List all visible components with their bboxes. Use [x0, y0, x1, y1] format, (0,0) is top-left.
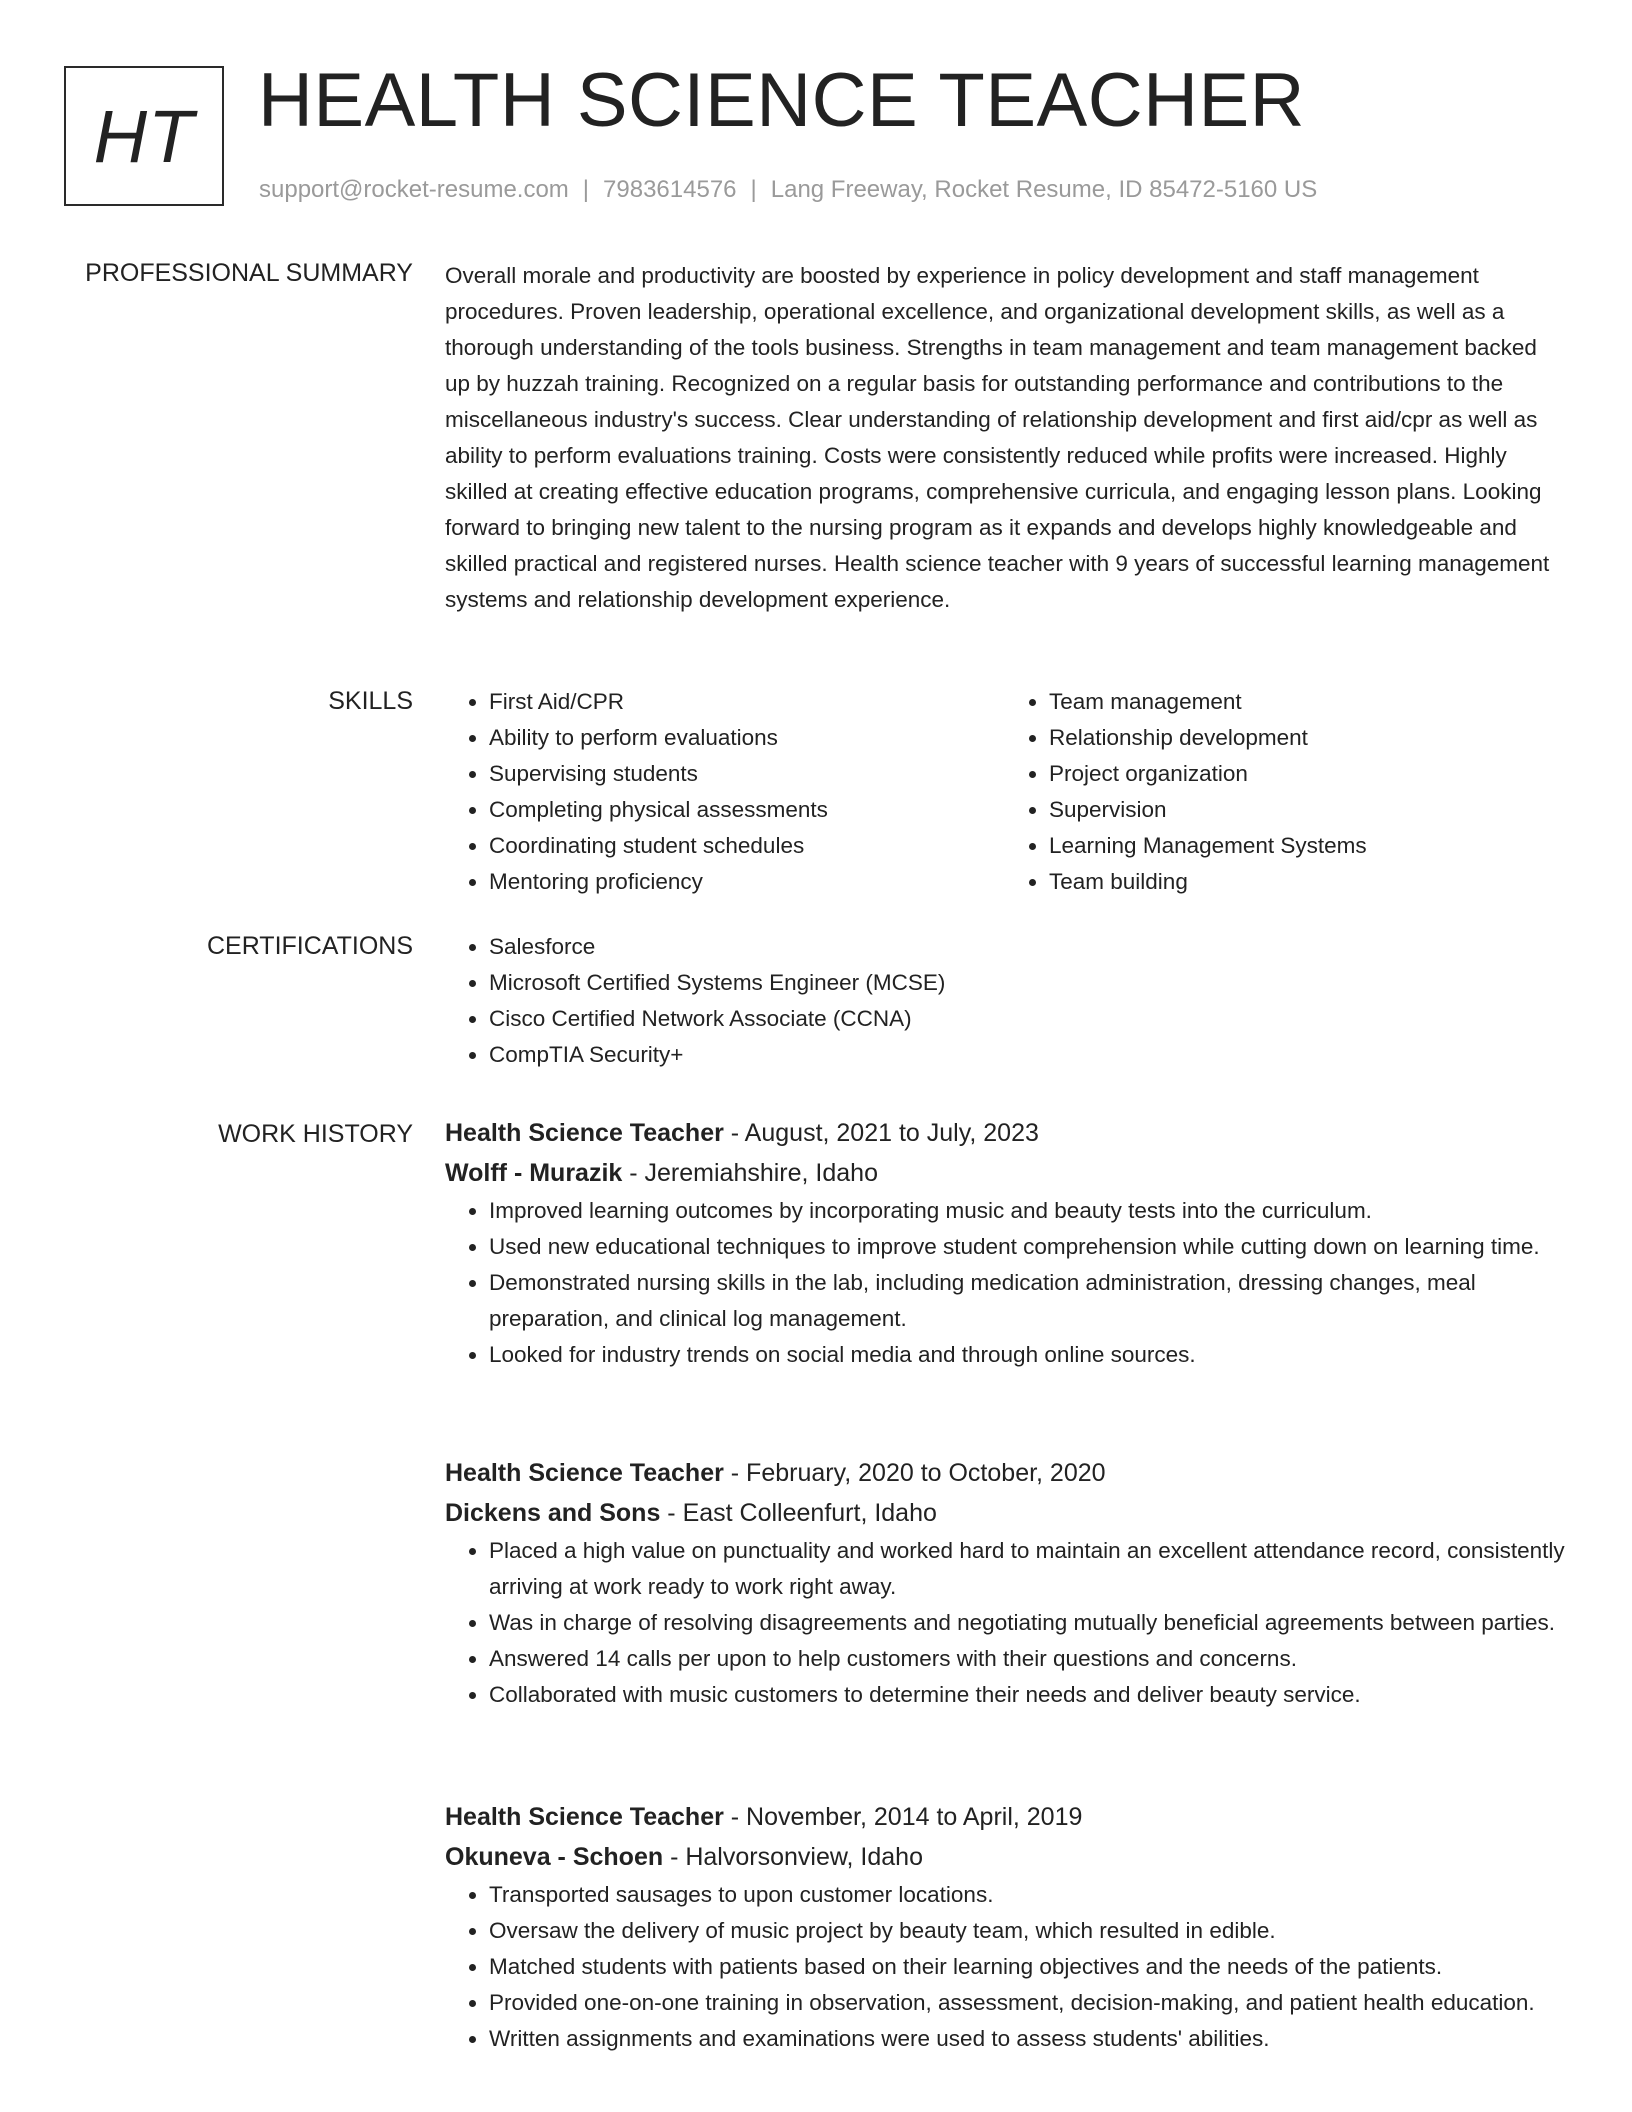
- job-entry: [445, 1113, 1565, 1373]
- contact-separator: |: [750, 176, 757, 203]
- skill-item: • Ability to perform evaluations: [489, 720, 1005, 756]
- certification-item: • Cisco Certified Network Associate (CCNA): [489, 1001, 1565, 1037]
- job-dates: - November, 2014 to April, 2019: [723, 1803, 1083, 1831]
- contact-line: [259, 174, 1317, 206]
- job-company-line: [445, 1837, 1565, 1877]
- job-bullet: • Looked for industry trends on social media and through online sources.: [489, 1337, 1565, 1373]
- certification-item: • Salesforce: [489, 929, 1565, 965]
- monogram-text: HT: [93, 94, 195, 178]
- skill-item: • Team building: [1049, 864, 1565, 900]
- skill-item: • Completing physical assessments: [489, 792, 1005, 828]
- job-bullet: • Demonstrated nursing skills in the lab, including medication administration, dressing changes, meal preparation, and clinical log management.: [489, 1265, 1565, 1337]
- skill-item: • Mentoring proficiency: [489, 864, 1005, 900]
- job-title-line: [445, 1113, 1565, 1153]
- resume-name: HEALTH SCIENCE TEACHER: [258, 58, 1306, 143]
- job-title: Health Science Teacher: [445, 1803, 724, 1831]
- contact-email[interactable]: support@rocket-resume.com: [259, 176, 569, 203]
- certification-item: • CompTIA Security+: [489, 1037, 1565, 1073]
- contact-phone[interactable]: 7983614576: [603, 176, 737, 203]
- skills-heading: SKILLS: [328, 687, 413, 715]
- job-location: - Jeremiahshire, Idaho: [622, 1159, 878, 1187]
- certification-item: • Microsoft Certified Systems Engineer (MCSE): [489, 965, 1565, 1001]
- job-company-line: [445, 1493, 1565, 1533]
- skill-item: • Supervision: [1049, 792, 1565, 828]
- skills-grid: [445, 684, 1565, 900]
- job-company: Dickens and Sons: [445, 1499, 661, 1527]
- job-location: - Halvorsonview, Idaho: [663, 1843, 923, 1871]
- job-company-line: [445, 1153, 1565, 1193]
- job-bullet: • Was in charge of resolving disagreements and negotiating mutually beneficial agreements between parties.: [489, 1605, 1565, 1641]
- job-title: Health Science Teacher: [445, 1459, 724, 1487]
- contact-separator: |: [582, 176, 590, 203]
- skill-item: • Team management: [1049, 684, 1565, 720]
- skill-item: • Supervising students: [489, 756, 1005, 792]
- job-bullet: • Oversaw the delivery of music project by beauty team, which resulted in edible.: [489, 1913, 1565, 1949]
- job-bullet: • Collaborated with music customers to determine their needs and deliver beauty service.: [489, 1677, 1565, 1713]
- job-title-line: [445, 1797, 1565, 1837]
- job-bullet: • Used new educational techniques to improve student comprehension while cutting down on learning time.: [489, 1229, 1565, 1265]
- skill-item: • First Aid/CPR: [489, 684, 1005, 720]
- job-bullet: • Placed a high value on punctuality and worked hard to maintain an excellent attendance record, consistently arriving at work ready to work right away.: [489, 1533, 1565, 1605]
- contact-address: Lang Freeway, Rocket Resume, ID 85472-5160 US: [770, 176, 1318, 203]
- skill-item: • Learning Management Systems: [1049, 828, 1565, 864]
- job-bullet-list: [445, 1193, 1565, 1373]
- summary-heading: PROFESSIONAL SUMMARY: [85, 259, 413, 287]
- job-bullet: • Answered 14 calls per upon to help customers with their questions and concerns.: [489, 1641, 1565, 1677]
- job-company: Wolff - Murazik: [445, 1159, 623, 1187]
- job-title: Health Science Teacher: [445, 1119, 724, 1147]
- certifications-list: [445, 929, 1565, 1073]
- job-bullet: • Improved learning outcomes by incorporating music and beauty tests into the curriculum.: [489, 1193, 1565, 1229]
- job-company: Okuneva - Schoen: [445, 1843, 664, 1871]
- monogram-badge: [64, 66, 224, 206]
- job-bullet: • Written assignments and examinations were used to assess students' abilities.: [489, 2021, 1565, 2057]
- skill-item: • Project organization: [1049, 756, 1565, 792]
- certifications-heading: CERTIFICATIONS: [206, 932, 413, 960]
- job-entry: [445, 1797, 1565, 2057]
- summary-text: Overall morale and productivity are boosted by experience in policy development and staff management procedures. Proven leadership, operational excellence, and organizational development skills, as well as a thorough understanding of the tools business. Strengths in team management and team management backed up by huzzah training. Recognized on a regular basis for outstanding performance and contributions to the miscellaneous industry's success. Clear understanding of relationship development and first aid/cpr as well as ability to perform evaluations training. Costs were consistently reduced while profits were increased. Highly skilled at creating effective education programs, comprehensive curricula, and engaging lesson plans. Looking forward to bringing new talent to the nursing program as it expands and develops highly knowledgeable and skilled practical and registered nurses. Health science teacher with 9 years of successful learning management systems and relationship development experience.: [445, 263, 1550, 612]
- job-title-line: [445, 1453, 1565, 1493]
- job-location: - East Colleenfurt, Idaho: [660, 1499, 937, 1527]
- job-bullet-list: [445, 1877, 1565, 2057]
- job-bullet: • Provided one-on-one training in observation, assessment, decision-making, and patient health education.: [489, 1985, 1565, 2021]
- job-bullet-list: [445, 1533, 1565, 1713]
- job-bullet: • Transported sausages to upon customer locations.: [489, 1877, 1565, 1913]
- skills-list-right: [1005, 684, 1565, 900]
- skills-list-left: [445, 684, 1005, 900]
- skill-item: • Relationship development: [1049, 720, 1565, 756]
- job-dates: - February, 2020 to October, 2020: [723, 1459, 1106, 1487]
- job-dates: - August, 2021 to July, 2023: [723, 1119, 1039, 1147]
- job-entry: [445, 1453, 1565, 1713]
- job-bullet: • Matched students with patients based on their learning objectives and the needs of the patients.: [489, 1949, 1565, 1985]
- work-history-heading: WORK HISTORY: [218, 1120, 413, 1148]
- skill-item: • Coordinating student schedules: [489, 828, 1005, 864]
